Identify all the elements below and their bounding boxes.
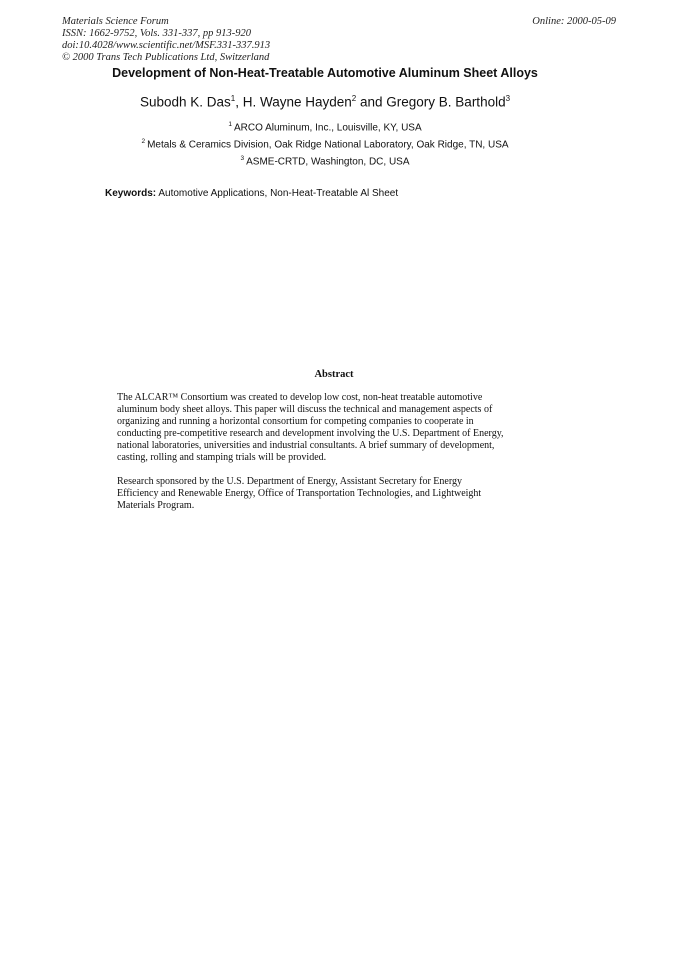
abstract-line: national laboratories, universities and industrial consultants. A brief summary of development,	[117, 440, 495, 451]
author-affiliation-mark: 2	[351, 94, 357, 103]
affiliation-mark: 1	[228, 121, 232, 128]
doi-line: doi:10.4028/www.scientific.net/MSF.331-337.913	[62, 40, 271, 51]
affiliation-mark: 3	[240, 155, 245, 162]
paper-title: Development of Non-Heat-Treatable Automotive Aluminum Sheet Alloys	[112, 66, 538, 80]
author-list	[0, 94, 650, 110]
author-affiliation-mark: 3	[505, 94, 511, 103]
keywords	[105, 188, 398, 199]
funding-line: Research sponsored by the U.S. Department of Energy, Assistant Secretary for Energy	[117, 476, 463, 487]
online-date: Online: 2000-05-09	[532, 16, 616, 27]
abstract-line: casting, rolling and stamping trials will be provided.	[117, 452, 327, 463]
author-name: Subodh K. Das	[139, 94, 231, 110]
affiliation-3	[0, 155, 650, 167]
author-name: H. Wayne Hayden	[242, 94, 352, 110]
journal-citation-block	[62, 16, 270, 64]
author-name: Gregory B. Barthold	[386, 94, 506, 110]
affiliation-text: ARCO Aluminum, Inc., Louisville, KY, USA	[233, 122, 422, 134]
journal-name: Materials Science Forum	[62, 16, 169, 27]
affiliation-mark: 2	[141, 138, 146, 145]
keywords-text: Automotive Applications, Non-Heat-Treatable Al Sheet	[158, 188, 399, 199]
copyright-line: © 2000 Trans Tech Publications Ltd, Switzerland	[62, 52, 270, 63]
abstract-body	[117, 392, 547, 512]
abstract-line: organizing and running a horizontal consortium for competing companies to cooperate in	[117, 416, 474, 427]
issn-line: ISSN: 1662-9752, Vols. 331-337, pp 913-920	[62, 28, 251, 39]
author-affiliation-mark: 1	[230, 94, 236, 103]
keywords-label: Keywords:	[105, 188, 157, 199]
paragraph-gap	[117, 464, 547, 476]
funding-line: Materials Program.	[117, 500, 195, 511]
abstract-line: The ALCAR™ Consortium was created to develop low cost, non-heat treatable automotive	[117, 392, 483, 403]
affiliation-text: ASME-CRTD, Washington, DC, USA	[246, 156, 410, 168]
author-separator: and	[356, 94, 387, 110]
affiliation-text: Metals & Ceramics Division, Oak Ridge National Laboratory, Oak Ridge, TN, USA	[147, 139, 509, 151]
abstract-line: aluminum body sheet alloys. This paper will discuss the technical and management aspects of	[117, 404, 493, 415]
author-separator: ,	[235, 94, 243, 110]
abstract-heading: Abstract	[314, 369, 354, 380]
affiliation-1	[0, 121, 650, 133]
affiliation-2	[0, 138, 650, 150]
abstract-line: conducting pre-competitive research and development involving the U.S. Department of Energy,	[117, 428, 504, 439]
funding-line: Efficiency and Renewable Energy, Office of Transportation Technologies, and Lightweight	[117, 488, 482, 499]
